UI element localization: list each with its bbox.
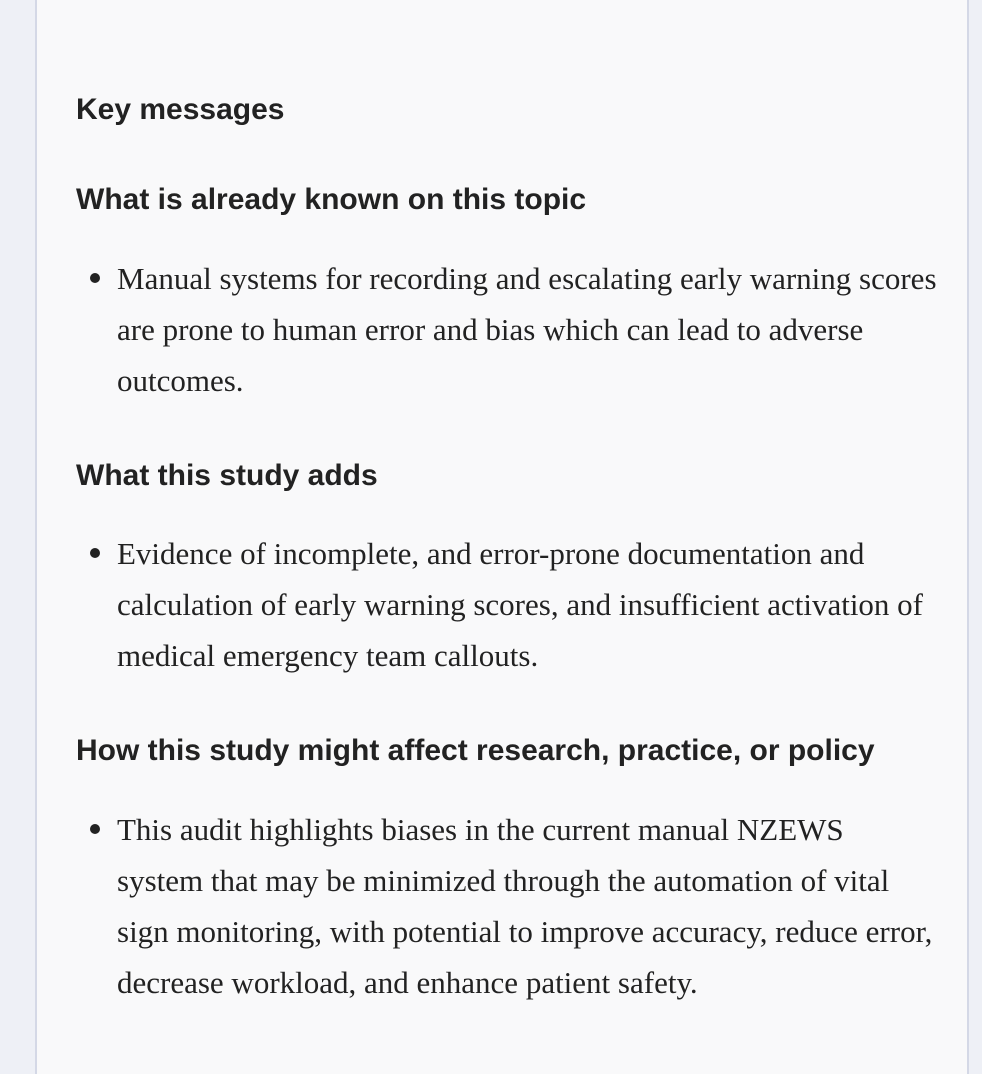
bullet-list-known	[76, 253, 956, 406]
bullet-text: Manual systems for recording and escalating early warning scores are prone to human error and bias which can lead to adverse outcomes.	[117, 261, 937, 398]
bullet-list-affect	[76, 804, 956, 1008]
section-heading-adds: What this study adds	[76, 459, 378, 492]
list-item	[76, 253, 937, 406]
list-item	[76, 804, 937, 1008]
section-heading-known: What is already known on this topic	[76, 183, 587, 216]
list-item	[76, 528, 937, 681]
bullet-text: Evidence of incomplete, and error-prone documentation and calculation of early warning scores, and insufficient activation of medical emergency team callouts.	[117, 536, 923, 673]
bullet-dot-icon	[90, 273, 100, 283]
bullet-text: This audit highlights biases in the current manual NZEWS system that may be minimized through the automation of vital sign monitoring, with potential to improve accuracy, reduce error, decrease workload, and enhance patient safety.	[117, 812, 933, 1000]
key-messages-box	[35, 0, 969, 1074]
box-title: Key messages	[76, 93, 285, 126]
bullet-dot-icon	[90, 824, 100, 834]
section-heading-affect: How this study might affect research, practice, or policy	[76, 734, 875, 767]
bullet-dot-icon	[90, 548, 100, 558]
bullet-list-adds	[76, 528, 956, 681]
